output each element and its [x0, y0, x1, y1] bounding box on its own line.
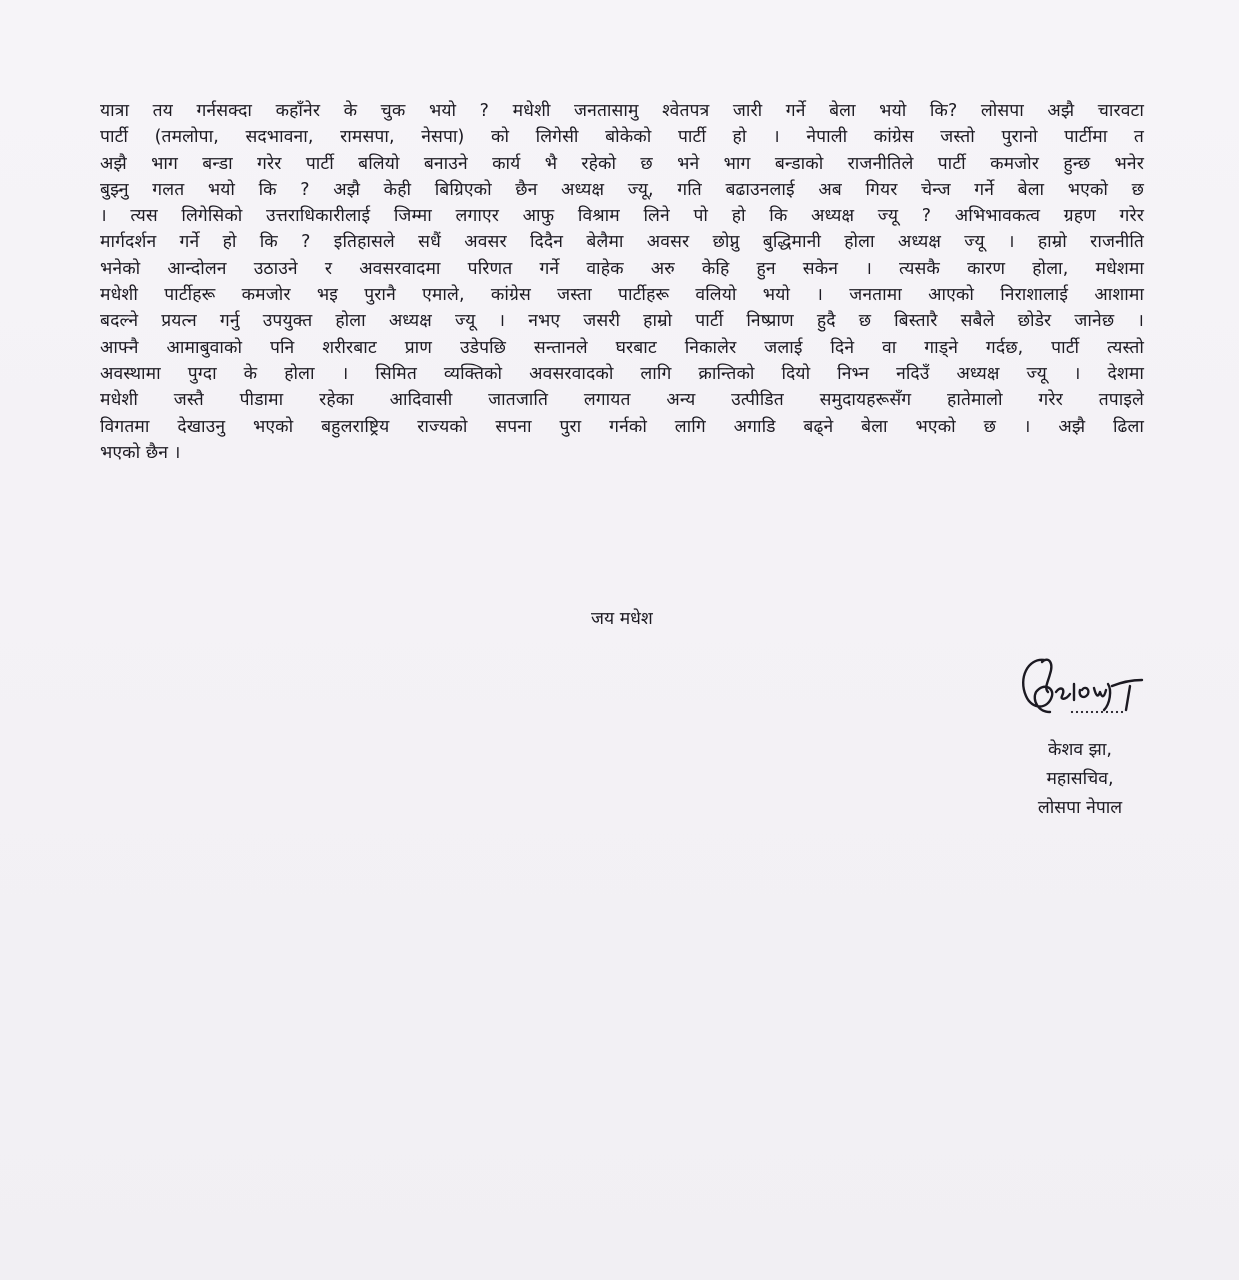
signature-image — [1014, 652, 1146, 726]
signer-organization: लोसपा नेपाल — [1037, 798, 1123, 818]
letter-line: विगतमा देखाउनु भएको बहुलराष्ट्रिय राज्यको सपना पुरा गर्नको लागि अगाडि बढ्ने बेला भएको छ । अझै ढिला — [100, 416, 1144, 437]
letter-line: मार्गदर्शन गर्ने हो कि ? इतिहासले सधैं अवसर दिदैन बेलैमा अवसर छोप्नु बुद्धिमानी होला अध्यक्ष ज्यू । हाम्रो राजनीति — [100, 232, 1144, 253]
letter-line: अवस्थामा पुग्दा के होला । सिमित व्यक्तिको अवसरवादको लागि क्रान्तिको दियो निभ्न नदिउँ अध्यक्ष ज्यू । देशमा — [100, 363, 1144, 384]
salutation: जय मधेश — [591, 609, 653, 629]
signer-block — [1010, 736, 1150, 823]
letter-body — [100, 98, 1144, 466]
letter-line: मधेशी जस्तै पीडामा रहेका आदिवासी जातजाति लगायत अन्य उत्पीडित समुदायहरूसँग हातेमालो गरेर तपाइले — [100, 390, 1144, 411]
letter-line: अझै भाग बन्डा गरेर पार्टी बलियो बनाउने कार्य भै रहेको छ भने भाग बन्डाको राजनीतिले पार्टी कमजोर हुन्छ भनेर — [100, 153, 1144, 174]
signer-name: केशव झा, — [1048, 740, 1112, 760]
letter-line: भनेको आन्दोलन उठाउने र अवसरवादमा परिणत गर्ने वाहेक अरु केहि हुन सकेन । त्यसकै कारण होला, मधेशमा — [100, 258, 1144, 279]
letter-line: बदल्ने प्रयत्न गर्नु उपयुक्त होला अध्यक्ष ज्यू । नभए जसरी हाम्रो पार्टी निष्प्राण हुदै छ बिस्तारै सबैले छोडेर जानेछ । — [100, 311, 1144, 332]
letter-line: बुझ्नु गलत भयो कि ? अझै केही बिग्रिएको छैन अध्यक्ष ज्यू, गति बढाउनलाई अब गियर चेन्ज गर्ने बेला भएको छ — [100, 179, 1144, 200]
letter-line: भएको छैन । — [100, 442, 181, 463]
letter-line: आफ्नै आमाबुवाको पनि शरीरबाट प्राण उडेपछि सन्तानले घरबाट निकालेर जलाई दिने वा गाड्ने गर्दछ, पार्टी त्यस्तो — [100, 337, 1144, 358]
letter-line: यात्रा तय गर्नसक्दा कहाँनेर के चुक भयो ? मधेशी जनतासामु श्वेतपत्र जारी गर्ने बेला भयो कि? लोसपा अझै चारवटा — [100, 101, 1144, 121]
signer-title: महासचिव, — [1046, 769, 1114, 789]
letter-line: । त्यस लिगेसिको उत्तराधिकारीलाई जिम्मा लगाएर आफु विश्राम लिने पो हो कि अध्यक्ष ज्यू ? अभिभावकत्व ग्रहण गरेर — [100, 206, 1144, 227]
letter-line: मधेशी पार्टीहरू कमजोर भइ पुरानै एमाले, कांग्रेस जस्ता पार्टीहरू वलियो भयो । जनतामा आएको निराशालाई आशामा — [100, 285, 1144, 306]
letter-line: पार्टी (तमलोपा, सदभावना, रामसपा, नेसपा) को लिगेसी बोकेको पार्टी हो । नेपाली कांग्रेस जस्तो पुरानो पार्टीमा त — [100, 127, 1144, 148]
